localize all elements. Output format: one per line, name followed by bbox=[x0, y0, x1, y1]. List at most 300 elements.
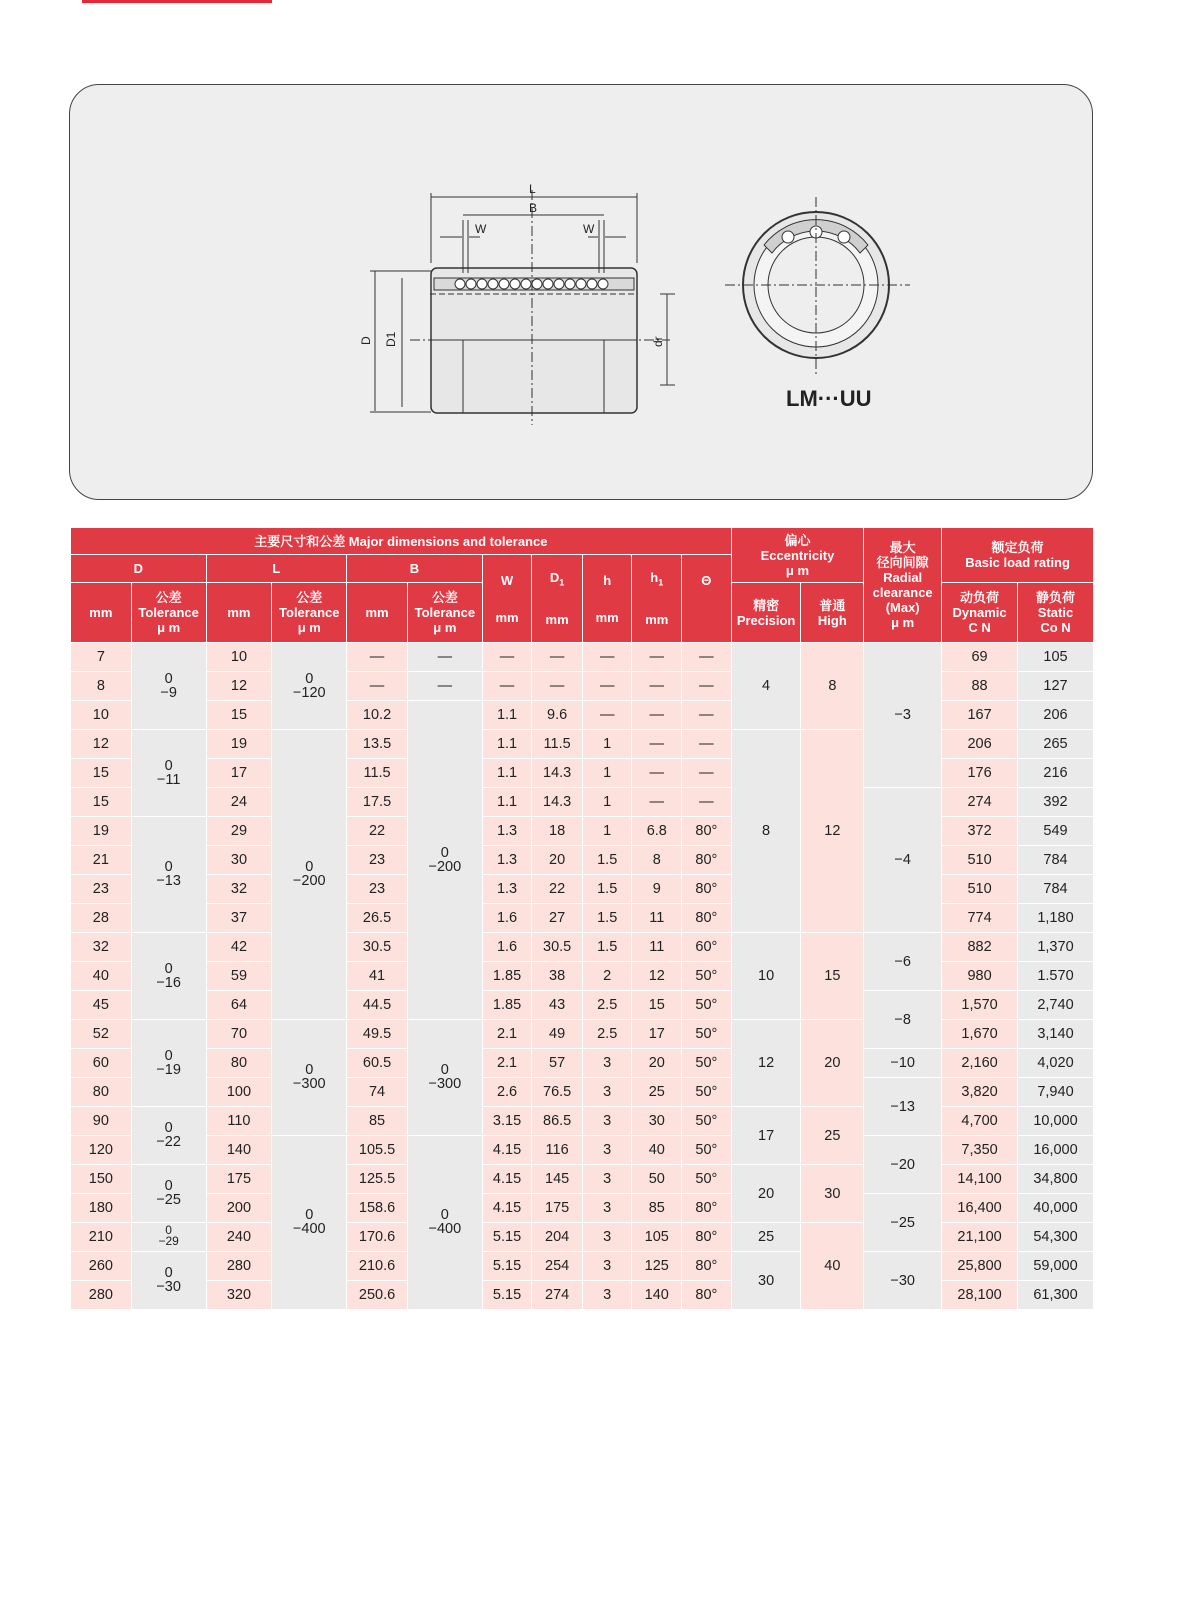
B-value: 158.6 bbox=[347, 1194, 408, 1223]
L-value: 42 bbox=[206, 933, 272, 962]
h1-value: 12 bbox=[632, 962, 682, 991]
theta-value: 80° bbox=[682, 1252, 732, 1281]
D-value: 23 bbox=[71, 875, 132, 904]
dynamic-unit: C N bbox=[968, 620, 991, 635]
L-value: 80 bbox=[206, 1049, 272, 1078]
W-value: 1.85 bbox=[482, 991, 532, 1020]
B_tol-tolerance-cell bbox=[407, 1136, 482, 1310]
D-value: 80 bbox=[71, 1078, 132, 1107]
h-value: 2.5 bbox=[582, 1020, 632, 1049]
unit-mm: mm bbox=[545, 612, 569, 628]
D-value: 28 bbox=[71, 904, 132, 933]
theta-value: — bbox=[682, 730, 732, 759]
table-row bbox=[71, 991, 1094, 1020]
tol-lower: −19 bbox=[156, 1061, 181, 1078]
tol-upper: 0 bbox=[164, 670, 173, 687]
D-value: 210 bbox=[71, 1223, 132, 1252]
B-tolerance bbox=[407, 583, 482, 643]
h-value: — bbox=[582, 672, 632, 701]
static-load-value: 1,370 bbox=[1018, 933, 1094, 962]
tol-upper: 0 bbox=[440, 1207, 449, 1223]
radial-cn-2: 径向间隙 bbox=[876, 555, 929, 570]
D1-value: 27 bbox=[532, 904, 583, 933]
tol-lower: −16 bbox=[156, 974, 181, 991]
B-value: — bbox=[347, 643, 408, 672]
B-tolerance-cell: — bbox=[407, 672, 482, 701]
col-h bbox=[582, 555, 632, 643]
L-value: 15 bbox=[206, 701, 272, 730]
tol-en: Tolerance bbox=[138, 605, 199, 620]
major-dimensions-header: 主要尺寸和公差 Major dimensions and tolerance bbox=[71, 528, 732, 555]
tol-lower: −300 bbox=[292, 1076, 326, 1092]
table-row bbox=[71, 1078, 1094, 1107]
B-value: 125.5 bbox=[347, 1165, 408, 1194]
model-label: LM···UU bbox=[786, 386, 872, 411]
h1-value: — bbox=[632, 643, 682, 672]
D-value: 150 bbox=[71, 1165, 132, 1194]
unit-mm: mm bbox=[595, 609, 619, 625]
theta-value: 50° bbox=[682, 991, 732, 1020]
static-load-value: 1,180 bbox=[1018, 904, 1094, 933]
W-value: 1.6 bbox=[482, 933, 532, 962]
dim-label-dr: dr bbox=[651, 336, 665, 347]
load-rating-header bbox=[942, 528, 1094, 583]
B-tolerance-cell: — bbox=[407, 643, 482, 672]
D1-value: 204 bbox=[532, 1223, 583, 1252]
tol-lower: −400 bbox=[428, 1221, 462, 1237]
dynamic-header bbox=[942, 583, 1018, 643]
dim-label-W-left: W bbox=[475, 222, 487, 236]
radial-clearance-value: −3 bbox=[864, 643, 942, 788]
L-value: 19 bbox=[206, 730, 272, 759]
D-value: 7 bbox=[71, 643, 132, 672]
D1-value: 86.5 bbox=[532, 1107, 583, 1136]
static-load-value: 784 bbox=[1018, 875, 1094, 904]
h-value: 3 bbox=[582, 1107, 632, 1136]
h1-value: 11 bbox=[632, 904, 682, 933]
D_tol-tolerance-cell bbox=[131, 1252, 206, 1310]
dynamic-load-value: 206 bbox=[942, 730, 1018, 759]
B-value: 105.5 bbox=[347, 1136, 408, 1165]
static-load-value: 392 bbox=[1018, 788, 1094, 817]
D-value: 60 bbox=[71, 1049, 132, 1078]
drawing-panel bbox=[69, 84, 1093, 500]
bearing-drawing bbox=[70, 85, 1094, 501]
h-value: 3 bbox=[582, 1223, 632, 1252]
tol-upper: 0 bbox=[164, 1178, 173, 1194]
precision-value: 25 bbox=[731, 1223, 801, 1252]
precision-value: 20 bbox=[731, 1165, 801, 1223]
unit-mm: mm bbox=[495, 609, 519, 625]
D-value: 90 bbox=[71, 1107, 132, 1136]
L-value: 175 bbox=[206, 1165, 272, 1194]
B-value: 23 bbox=[347, 846, 408, 875]
static-load-value: 127 bbox=[1018, 672, 1094, 701]
h1-value: 15 bbox=[632, 991, 682, 1020]
static-load-value: 105 bbox=[1018, 643, 1094, 672]
L_tol-tolerance-value bbox=[293, 672, 326, 700]
radial-clearance-value: −20 bbox=[864, 1136, 942, 1194]
D-value: 40 bbox=[71, 962, 132, 991]
tol-lower: −22 bbox=[156, 1134, 181, 1150]
dynamic-load-value: 1,670 bbox=[942, 1020, 1018, 1049]
L-value: 280 bbox=[206, 1252, 272, 1281]
D-value: 12 bbox=[71, 730, 132, 759]
tol-upper: 0 bbox=[164, 757, 173, 774]
radial-en-2: clearance bbox=[872, 585, 933, 600]
W-value: — bbox=[482, 643, 532, 672]
theta-value: 50° bbox=[682, 1165, 732, 1194]
tol-lower: −300 bbox=[428, 1076, 462, 1092]
tol-upper: 0 bbox=[164, 859, 173, 875]
tol-cn: 公差 bbox=[296, 590, 323, 605]
table-row bbox=[71, 1049, 1094, 1078]
dynamic-load-value: 28,100 bbox=[942, 1281, 1018, 1310]
precision-value: 8 bbox=[731, 730, 801, 933]
D1-value: — bbox=[532, 672, 583, 701]
tol-upper: 0 bbox=[164, 1047, 173, 1064]
W-value: 1.1 bbox=[482, 701, 532, 730]
L_tol-tolerance-cell bbox=[272, 730, 347, 1020]
tol-unit: μ m bbox=[433, 620, 457, 635]
tol-en: Tolerance bbox=[414, 605, 476, 620]
W-value: 5.15 bbox=[482, 1223, 532, 1252]
D-value: 21 bbox=[71, 846, 132, 875]
L-value: 100 bbox=[206, 1078, 272, 1107]
h-value: 1.5 bbox=[582, 846, 632, 875]
h-value: 3 bbox=[582, 1078, 632, 1107]
D_tol-tolerance-cell bbox=[131, 1165, 206, 1223]
theta-value: 80° bbox=[682, 817, 732, 846]
radial-clearance-value: −8 bbox=[864, 991, 942, 1049]
theta-value: 80° bbox=[682, 1194, 732, 1223]
dynamic-load-value: 2,160 bbox=[942, 1049, 1018, 1078]
col-h1-label: h bbox=[650, 569, 659, 585]
high-value: 25 bbox=[801, 1107, 864, 1165]
static-load-value: 40,000 bbox=[1018, 1194, 1094, 1223]
radial-en-1: Radial bbox=[883, 570, 923, 585]
L_tol-tolerance-cell bbox=[272, 643, 347, 730]
high-cn: 普通 bbox=[819, 597, 846, 613]
D-value: 15 bbox=[71, 759, 132, 788]
static-load-value: 7,940 bbox=[1018, 1078, 1094, 1107]
static-load-value: 549 bbox=[1018, 817, 1094, 846]
theta-value: 80° bbox=[682, 875, 732, 904]
L-mm: mm bbox=[206, 583, 272, 643]
col-theta bbox=[682, 555, 732, 643]
dynamic-load-value: 1,570 bbox=[942, 991, 1018, 1020]
h-value: 3 bbox=[582, 1165, 632, 1194]
static-load-value: 16,000 bbox=[1018, 1136, 1094, 1165]
D1-value: 57 bbox=[532, 1049, 583, 1078]
dynamic-load-value: 3,820 bbox=[942, 1078, 1018, 1107]
radial-clearance-header bbox=[864, 528, 942, 643]
dynamic-en: Dynamic bbox=[952, 605, 1007, 620]
static-load-value: 61,300 bbox=[1018, 1281, 1094, 1310]
h-value: 1 bbox=[582, 759, 632, 788]
col-L: L bbox=[206, 555, 347, 583]
static-header bbox=[1018, 583, 1094, 643]
D-value: 280 bbox=[71, 1281, 132, 1310]
dynamic-load-value: 510 bbox=[942, 846, 1018, 875]
B-value: 74 bbox=[347, 1078, 408, 1107]
B-value: 60.5 bbox=[347, 1049, 408, 1078]
static-load-value: 206 bbox=[1018, 701, 1094, 730]
precision-en: Precision bbox=[736, 612, 796, 628]
D1-value: 116 bbox=[532, 1136, 583, 1165]
table-row bbox=[71, 1194, 1094, 1223]
W-value: — bbox=[482, 672, 532, 701]
theta-value: 50° bbox=[682, 962, 732, 991]
h1-value: 50 bbox=[632, 1165, 682, 1194]
tol-cn: 公差 bbox=[155, 590, 182, 605]
precision-cn: 精密 bbox=[753, 597, 780, 613]
L-value: 320 bbox=[206, 1281, 272, 1310]
table-row bbox=[71, 643, 1094, 672]
static-cn: 静负荷 bbox=[1035, 590, 1075, 605]
h-value: 3 bbox=[582, 1049, 632, 1078]
B-value: 30.5 bbox=[347, 933, 408, 962]
eccentricity-cn: 偏心 bbox=[784, 532, 811, 548]
h1-value: 8 bbox=[632, 846, 682, 875]
h-value: 1 bbox=[582, 788, 632, 817]
W-value: 1.1 bbox=[482, 788, 532, 817]
B-value: 170.6 bbox=[347, 1223, 408, 1252]
D1-value: 175 bbox=[532, 1194, 583, 1223]
eccentricity-header bbox=[731, 528, 864, 583]
B-value: 250.6 bbox=[347, 1281, 408, 1310]
static-load-value: 216 bbox=[1018, 759, 1094, 788]
D_tol-tolerance-value bbox=[156, 1121, 181, 1149]
dynamic-load-value: 372 bbox=[942, 817, 1018, 846]
dim-label-D1: D1 bbox=[384, 331, 398, 347]
B-value: 22 bbox=[347, 817, 408, 846]
static-load-value: 2,740 bbox=[1018, 991, 1094, 1020]
h1-value: 17 bbox=[632, 1020, 682, 1049]
h1-value: 85 bbox=[632, 1194, 682, 1223]
col-W bbox=[482, 555, 532, 643]
W-value: 1.1 bbox=[482, 759, 532, 788]
h-value: 2.5 bbox=[582, 991, 632, 1020]
precision-value: 30 bbox=[731, 1252, 801, 1310]
L-value: 64 bbox=[206, 991, 272, 1020]
high-header bbox=[801, 583, 864, 643]
L-value: 200 bbox=[206, 1194, 272, 1223]
tol-upper: 0 bbox=[305, 1207, 314, 1223]
tol-upper: 0 bbox=[305, 670, 314, 687]
tol-upper: 0 bbox=[440, 844, 449, 861]
precision-value: 12 bbox=[731, 1020, 801, 1107]
col-W-label: W bbox=[500, 572, 514, 588]
L_tol-tolerance-cell bbox=[272, 1020, 347, 1136]
precision-value: 10 bbox=[731, 933, 801, 1020]
load-cn: 额定负荷 bbox=[991, 540, 1044, 555]
W-value: 1.1 bbox=[482, 730, 532, 759]
static-load-value: 10,000 bbox=[1018, 1107, 1094, 1136]
theta-value: 80° bbox=[682, 1281, 732, 1310]
dynamic-load-value: 4,700 bbox=[942, 1107, 1018, 1136]
B_tol-tolerance-value bbox=[428, 1063, 461, 1091]
D1-value: 274 bbox=[532, 1281, 583, 1310]
h-value: 1.5 bbox=[582, 875, 632, 904]
static-load-value: 54,300 bbox=[1018, 1223, 1094, 1252]
h-value: 3 bbox=[582, 1281, 632, 1310]
theta-value: 80° bbox=[682, 1223, 732, 1252]
D-value: 8 bbox=[71, 672, 132, 701]
static-load-value: 784 bbox=[1018, 846, 1094, 875]
dynamic-load-value: 882 bbox=[942, 933, 1018, 962]
B-value: 85 bbox=[347, 1107, 408, 1136]
tol-lower: −13 bbox=[156, 873, 181, 889]
h1-value: 20 bbox=[632, 1049, 682, 1078]
W-value: 4.15 bbox=[482, 1165, 532, 1194]
h1-value: 140 bbox=[632, 1281, 682, 1310]
B-value: 13.5 bbox=[347, 730, 408, 759]
D_tol-tolerance-cell bbox=[131, 730, 206, 817]
dynamic-load-value: 274 bbox=[942, 788, 1018, 817]
dynamic-load-value: 774 bbox=[942, 904, 1018, 933]
D1-value: 43 bbox=[532, 991, 583, 1020]
W-value: 3.15 bbox=[482, 1107, 532, 1136]
W-value: 1.3 bbox=[482, 875, 532, 904]
dim-label-W-right: W bbox=[583, 222, 595, 236]
col-D1-label: D bbox=[549, 569, 560, 585]
B-mm: mm bbox=[347, 583, 408, 643]
high-en: High bbox=[817, 612, 847, 628]
table-row bbox=[71, 1136, 1094, 1165]
tol-lower: −200 bbox=[292, 873, 326, 889]
tol-upper: 0 bbox=[164, 960, 173, 977]
radial-clearance-value: −10 bbox=[864, 1049, 942, 1078]
h1-value: 40 bbox=[632, 1136, 682, 1165]
table-row bbox=[71, 933, 1094, 962]
dynamic-load-value: 16,400 bbox=[942, 1194, 1018, 1223]
dim-label-L: L bbox=[529, 182, 536, 196]
D_tol-tolerance-cell bbox=[131, 1223, 206, 1252]
L-value: 110 bbox=[206, 1107, 272, 1136]
radial-clearance-value: −4 bbox=[864, 788, 942, 933]
tol-lower: −30 bbox=[156, 1279, 181, 1295]
L-value: 10 bbox=[206, 643, 272, 672]
eccentricity-en: Eccentricity bbox=[760, 547, 835, 563]
h-value: 3 bbox=[582, 1136, 632, 1165]
B-value: 44.5 bbox=[347, 991, 408, 1020]
L-value: 240 bbox=[206, 1223, 272, 1252]
radial-unit: μ m bbox=[891, 615, 915, 630]
static-load-value: 265 bbox=[1018, 730, 1094, 759]
h1-value: 9 bbox=[632, 875, 682, 904]
dynamic-load-value: 7,350 bbox=[942, 1136, 1018, 1165]
D1-value: 38 bbox=[532, 962, 583, 991]
col-h1 bbox=[632, 555, 682, 643]
D-mm: mm bbox=[71, 583, 132, 643]
static-load-value: 1.570 bbox=[1018, 962, 1094, 991]
tol-lower: −120 bbox=[292, 684, 326, 701]
static-unit: Co N bbox=[1040, 620, 1071, 635]
D-tolerance bbox=[131, 583, 206, 643]
L_tol-tolerance-cell bbox=[272, 1136, 347, 1310]
D1-value: 76.5 bbox=[532, 1078, 583, 1107]
L-value: 70 bbox=[206, 1020, 272, 1049]
L_tol-tolerance-value bbox=[293, 1208, 326, 1236]
h1-value: 25 bbox=[632, 1078, 682, 1107]
h1-value: 6.8 bbox=[632, 817, 682, 846]
tol-upper: 0 bbox=[164, 1120, 173, 1136]
dynamic-load-value: 980 bbox=[942, 962, 1018, 991]
D_tol-tolerance-value bbox=[157, 759, 181, 787]
radial-clearance-value: −6 bbox=[864, 933, 942, 991]
high-value: 30 bbox=[801, 1165, 864, 1223]
h-value: 1 bbox=[582, 730, 632, 759]
h-value: 1.5 bbox=[582, 904, 632, 933]
B-value: 49.5 bbox=[347, 1020, 408, 1049]
B_tol-tolerance-value bbox=[428, 846, 461, 874]
tol-en: Tolerance bbox=[279, 605, 340, 620]
tol-lower: −29 bbox=[158, 1234, 179, 1248]
theta-value: 80° bbox=[682, 904, 732, 933]
top-accent-bar bbox=[82, 0, 272, 3]
L-value: 140 bbox=[206, 1136, 272, 1165]
L-value: 12 bbox=[206, 672, 272, 701]
B_tol-tolerance-cell bbox=[407, 1020, 482, 1136]
h-value: 2 bbox=[582, 962, 632, 991]
W-value: 4.15 bbox=[482, 1194, 532, 1223]
dim-label-B: B bbox=[529, 201, 538, 215]
D1-value: 18 bbox=[532, 817, 583, 846]
precision-value: 4 bbox=[731, 643, 801, 730]
radial-cn-1: 最大 bbox=[889, 540, 916, 555]
D1-value: 11.5 bbox=[532, 730, 583, 759]
high-value: 20 bbox=[801, 1020, 864, 1107]
dynamic-load-value: 167 bbox=[942, 701, 1018, 730]
D_tol-tolerance-value bbox=[158, 1225, 178, 1247]
col-theta-label: Θ bbox=[701, 572, 712, 588]
dynamic-load-value: 176 bbox=[942, 759, 1018, 788]
tol-lower: −25 bbox=[156, 1192, 181, 1208]
B-value: 23 bbox=[347, 875, 408, 904]
high-value: 40 bbox=[801, 1223, 864, 1310]
spec-table-body bbox=[71, 643, 1094, 1310]
theta-value: 60° bbox=[682, 933, 732, 962]
D_tol-tolerance-value bbox=[156, 962, 181, 990]
tol-upper: 0 bbox=[440, 1062, 449, 1078]
dynamic-load-value: 88 bbox=[942, 672, 1018, 701]
unit-mm: mm bbox=[645, 612, 669, 628]
W-value: 4.15 bbox=[482, 1136, 532, 1165]
D_tol-tolerance-value bbox=[156, 860, 181, 888]
D_tol-tolerance-cell bbox=[131, 1020, 206, 1107]
D_tol-tolerance-cell bbox=[131, 933, 206, 1020]
table-row bbox=[71, 788, 1094, 817]
high-value: 15 bbox=[801, 933, 864, 1020]
D_tol-tolerance-value bbox=[156, 1179, 181, 1207]
col-h-label: h bbox=[603, 572, 612, 588]
h1-value: — bbox=[632, 672, 682, 701]
col-h1-sub: 1 bbox=[658, 577, 664, 588]
theta-value: 50° bbox=[682, 1107, 732, 1136]
B-value: 17.5 bbox=[347, 788, 408, 817]
h-value: 1 bbox=[582, 817, 632, 846]
high-value: 12 bbox=[801, 730, 864, 933]
load-en: Basic load rating bbox=[965, 555, 1070, 570]
col-D1-sub: 1 bbox=[559, 577, 565, 588]
L-value: 30 bbox=[206, 846, 272, 875]
D-value: 45 bbox=[71, 991, 132, 1020]
W-value: 2.1 bbox=[482, 1049, 532, 1078]
B-value: 11.5 bbox=[347, 759, 408, 788]
D_tol-tolerance-cell bbox=[131, 643, 206, 730]
D-value: 120 bbox=[71, 1136, 132, 1165]
